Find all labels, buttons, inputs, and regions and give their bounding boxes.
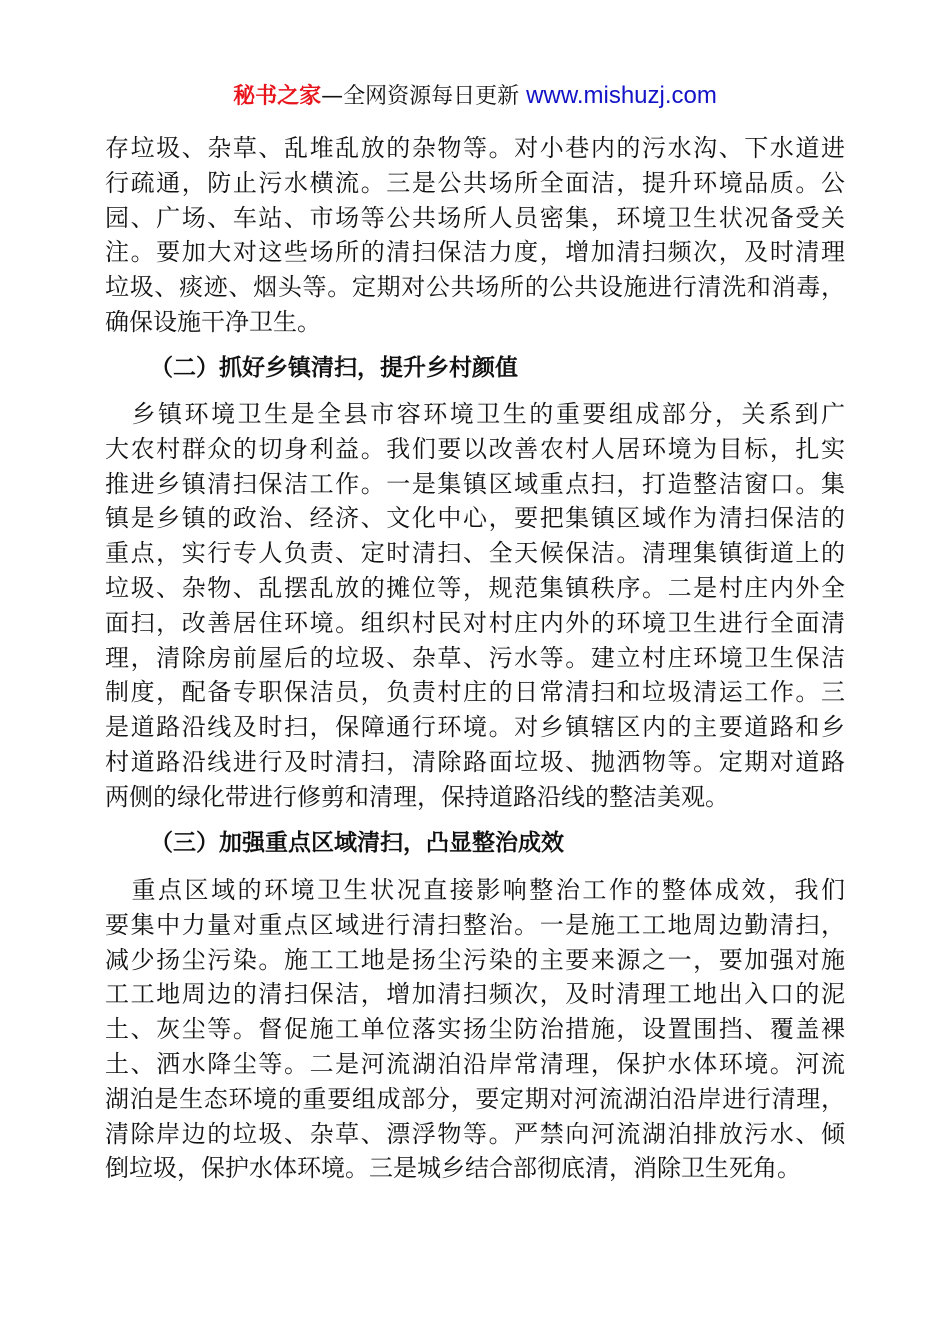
text-line: 土、灰尘等。督促施工单位落实扬尘防治措施，设置围挡、覆盖裸 (105, 1015, 845, 1044)
text-line: 注。要加大对这些场所的清扫保洁力度，增加清扫频次，及时清理 (105, 238, 845, 267)
text-line: 垃圾、杂物、乱摆乱放的摊位等，规范集镇秩序。二是村庄内外全 (105, 573, 845, 602)
section-heading-2: （二）抓好乡镇清扫，提升乡村颜值 (150, 355, 518, 381)
text-line: 乡镇环境卫生是全县市容环境卫生的重要组成部分，关系到广 (105, 400, 845, 428)
text-line: 土、洒水降尘等。二是河流湖泊沿岸常清理，保护水体环境。河流 (105, 1049, 845, 1078)
text-line: 工工地周边的清扫保洁，增加清扫频次，及时清理工地出入口的泥 (105, 980, 845, 1009)
text-line: 减少扬尘污染。施工工地是扬尘污染的主要来源之一，要加强对施 (105, 945, 845, 974)
paragraph-3 (105, 873, 845, 1186)
text-line: 倒垃圾，保护水体环境。三是城乡结合部彻底清，消除卫生死角。 (105, 1154, 801, 1183)
header-tagline: —全网资源每日更新 (321, 84, 527, 109)
text-line: 推进乡镇清扫保洁工作。一是集镇区域重点扫，打造整洁窗口。集 (105, 469, 845, 498)
text-line: 重点，实行专人负责、定时清扫、全天候保洁。清理集镇街道上的 (105, 539, 845, 568)
text-line: 垃圾、痰迹、烟头等。定期对公共场所的公共设施进行清洗和消毒， (105, 273, 845, 302)
text-line: 镇是乡镇的政治、经济、文化中心，要把集镇区域作为清扫保洁的 (105, 504, 845, 533)
text-line: 村道路沿线进行及时清扫，清除路面垃圾、抛洒物等。定期对道路 (105, 747, 845, 776)
text-line: 制度，配备专职保洁员，负责村庄的日常清扫和垃圾清运工作。三 (105, 678, 845, 707)
text-line: 大农村群众的切身利益。我们要以改善农村人居环境为目标，扎实 (105, 434, 845, 463)
text-line: 重点区域的环境卫生状况直接影响整治工作的整体成效，我们 (105, 876, 845, 904)
text-line: 面扫，改善居住环境。组织村民对村庄内外的环境卫生进行全面清 (105, 608, 845, 637)
text-line: 清除岸边的垃圾、杂草、漂浮物等。严禁向河流湖泊排放污水、倾 (105, 1119, 845, 1148)
brand-name: 秘书之家 (233, 84, 322, 109)
paragraph-1 (105, 131, 845, 340)
text-line: 两侧的绿化带进行修剪和清理，保持道路沿线的整洁美观。 (105, 782, 729, 811)
paragraph-2 (105, 397, 845, 815)
text-line: 行疏通，防止污水横流。三是公共场所全面洁，提升环境品质。公 (105, 168, 845, 197)
text-line: 存垃圾、杂草、乱堆乱放的杂物等。对小巷内的污水沟、下水道进 (105, 134, 845, 162)
text-line: 是道路沿线及时扫，保障通行环境。对乡镇辖区内的主要道路和乡 (105, 713, 845, 742)
text-line: 园、广场、车站、市场等公共场所人员密集，环境卫生状况备受关 (105, 203, 845, 232)
text-line: 湖泊是生态环境的重要组成部分，要定期对河流湖泊沿岸进行清理， (105, 1084, 845, 1113)
text-line: 确保设施干净卫生。 (105, 307, 321, 336)
page-header (0, 80, 950, 113)
text-line: 理，清除房前屋后的垃圾、杂草、污水等。建立村庄环境卫生保洁 (105, 643, 845, 672)
text-line: 要集中力量对重点区域进行清扫整治。一是施工工地周边勤清扫， (105, 910, 845, 939)
section-heading-3: （三）加强重点区域清扫，凸显整治成效 (150, 830, 564, 856)
site-url-link[interactable]: www.mishuzj.com (526, 82, 717, 109)
